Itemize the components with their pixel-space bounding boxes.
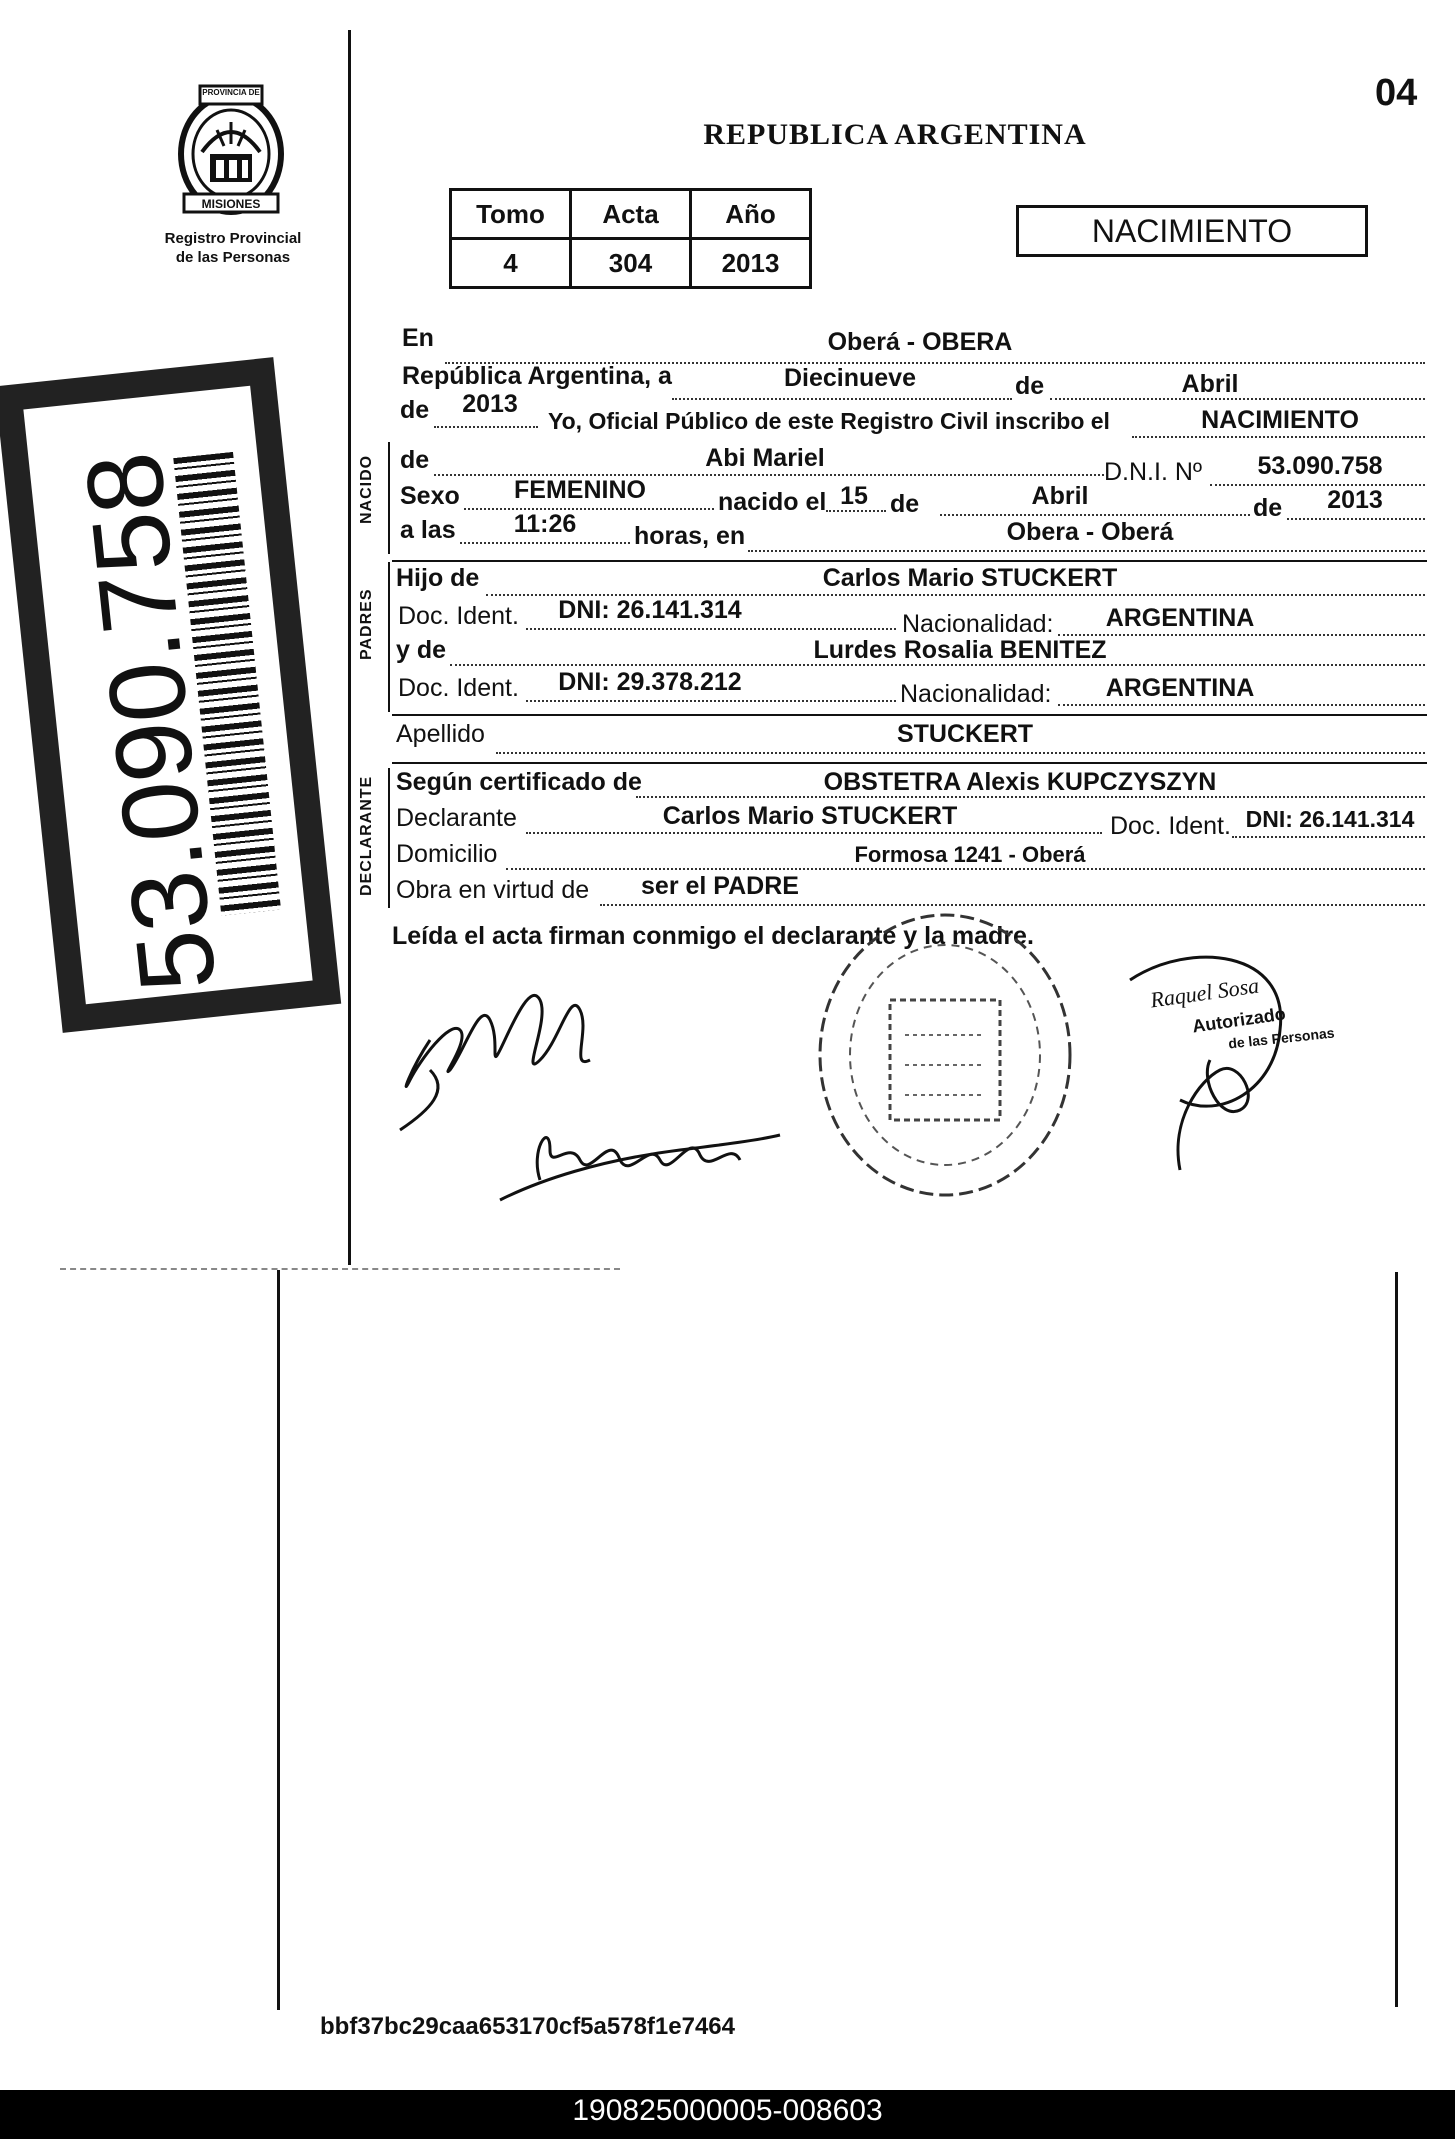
line-apellido xyxy=(496,752,1425,754)
separator-padres xyxy=(392,714,1427,716)
label-doc-ident-2: Doc. Ident. xyxy=(398,674,519,702)
label-de-year: de xyxy=(400,396,430,424)
value-dia-nacimiento: 15 xyxy=(840,482,868,510)
label-nacido-el: nacido el xyxy=(718,488,827,516)
line-padre-doc xyxy=(526,628,896,630)
record-type-box: NACIMIENTO xyxy=(1016,205,1368,257)
line-declarante-doc xyxy=(1232,836,1425,838)
official-stamp-line3: de las Personas xyxy=(1227,1024,1336,1052)
line-declarante xyxy=(526,832,1102,834)
line-anio-inscripcion xyxy=(434,426,538,428)
section-bar-padres xyxy=(388,562,390,712)
value-mes-inscripcion: Abril xyxy=(1181,370,1239,398)
label-segun: Según certificado de xyxy=(396,768,642,796)
value-tomo: 4 xyxy=(451,239,571,288)
separator-nacido xyxy=(392,560,1427,562)
value-madre-doc: DNI: 29.378.212 xyxy=(558,668,742,696)
label-domicilio: Domicilio xyxy=(396,840,498,868)
seal-text-bottom: MISIONES xyxy=(201,197,261,211)
line-hora xyxy=(460,542,630,544)
label-de-day: de xyxy=(890,490,920,518)
line-dia-inscripcion xyxy=(672,398,1012,400)
record-table xyxy=(449,188,812,289)
label-a-las: a las xyxy=(400,516,456,544)
separator-apellido xyxy=(392,762,1427,764)
value-hora: 11:26 xyxy=(513,510,577,538)
line-anio-nacimiento xyxy=(1287,518,1425,520)
registry-name-line2: de las Personas xyxy=(175,249,291,266)
value-sexo: FEMENINO xyxy=(514,476,646,504)
lower-right-border xyxy=(1395,1272,1398,2007)
label-de-name: de xyxy=(400,446,430,474)
value-padre-doc: DNI: 26.141.314 xyxy=(558,596,742,624)
label-doc-ident-3: Doc. Ident. xyxy=(1110,812,1231,840)
value-dia-inscripcion: Diecinueve xyxy=(783,364,916,392)
value-anio-inscripcion: 2013 xyxy=(462,390,518,418)
value-domicilio: Formosa 1241 - Oberá xyxy=(854,842,1086,867)
signature-official xyxy=(1090,940,1310,1180)
document-id: 190825000005-008603 xyxy=(572,2094,883,2127)
value-declarante: Carlos Mario STUCKERT xyxy=(662,802,958,830)
label-de: de xyxy=(1015,372,1045,400)
header-ano: Año xyxy=(691,190,811,239)
value-certificado: OBSTETRA Alexis KUPCZYSZYN xyxy=(823,768,1217,796)
line-acto xyxy=(1132,436,1425,438)
official-stamp-line2: Autorizado xyxy=(1190,1003,1287,1037)
header-acta: Acta xyxy=(571,190,691,239)
section-nacido: NACIDO xyxy=(358,454,375,524)
label-obra: Obra en virtud de xyxy=(396,876,590,904)
value-ano: 2013 xyxy=(691,239,811,288)
left-margin-line xyxy=(348,30,351,1265)
value-acta: 304 xyxy=(571,239,691,288)
label-nacionalidad-2: Nacionalidad: xyxy=(900,680,1052,708)
value-madre: Lurdes Rosalia BENITEZ xyxy=(813,636,1107,664)
section-bar-nacido xyxy=(388,442,390,554)
value-padre: Carlos Mario STUCKERT xyxy=(822,564,1118,592)
label-declarante: Declarante xyxy=(396,804,517,832)
document-hash: bbf37bc29caa653170cf5a578f1e7464 xyxy=(320,2013,735,2040)
closing-statement: Leída el acta firman conmigo el declarante y la madre. xyxy=(392,922,1034,950)
section-declarante: DECLARANTE xyxy=(358,775,375,896)
official-stamp-line1: Raquel Sosa xyxy=(1148,972,1261,1013)
line-madre-nac xyxy=(1058,704,1425,706)
page-number: 04 xyxy=(1375,72,1418,114)
header-tomo: Tomo xyxy=(451,190,571,239)
label-republica: República Argentina, a xyxy=(402,362,672,390)
label-horas-en: horas, en xyxy=(634,522,746,550)
value-madre-nac: ARGENTINA xyxy=(1105,674,1255,702)
section-padres: PADRES xyxy=(358,588,375,660)
country-title: REPUBLICA ARGENTINA xyxy=(703,118,1087,151)
value-lugar-nacimiento: Obera - Oberá xyxy=(1006,518,1174,546)
value-declarante-doc: DNI: 26.141.314 xyxy=(1245,806,1415,832)
lower-left-border xyxy=(277,1270,280,2010)
stamp-number: 53.090.758 xyxy=(61,446,239,998)
value-nombre: Abi Mariel xyxy=(705,444,825,472)
torn-edge-line xyxy=(60,1268,620,1270)
label-doc-ident-1: Doc. Ident. xyxy=(398,602,519,630)
label-apellido: Apellido xyxy=(396,720,485,748)
label-y-de: y de xyxy=(396,636,447,664)
section-bar-declarante xyxy=(388,768,390,908)
registry-seal xyxy=(172,82,290,222)
barcode-stamp xyxy=(0,357,341,1033)
value-anio-nacimiento: 2013 xyxy=(1327,486,1383,514)
value-mes-nacimiento: Abril xyxy=(1031,482,1089,510)
signature-madre xyxy=(480,1090,790,1220)
line-mes-nacimiento xyxy=(940,514,1250,516)
label-nacionalidad-1: Nacionalidad: xyxy=(902,610,1054,638)
line-domicilio xyxy=(506,868,1425,870)
official-seal xyxy=(805,905,1085,1205)
value-lugar: Oberá - OBERA xyxy=(827,328,1013,356)
registry-name-line1: Registro Provincial xyxy=(164,230,302,247)
seal-text-top: PROVINCIA DE xyxy=(202,88,260,97)
value-apellido: STUCKERT xyxy=(896,720,1034,748)
line-lugar-nacimiento xyxy=(748,550,1425,552)
value-padre-nac: ARGENTINA xyxy=(1105,604,1255,632)
value-dni: 53.090.758 xyxy=(1257,452,1383,480)
line-madre-doc xyxy=(526,700,896,702)
value-obra: ser el PADRE xyxy=(641,872,799,900)
label-en: En xyxy=(402,324,434,352)
label-sexo: Sexo xyxy=(400,482,460,510)
label-de-month: de xyxy=(1253,494,1283,522)
label-dni: D.N.I. Nº xyxy=(1104,458,1203,486)
value-acto: NACIMIENTO xyxy=(1201,406,1359,434)
label-yo: Yo, Oficial Público de este Registro Civil inscribo el xyxy=(548,408,1110,434)
label-hijo-de: Hijo de xyxy=(396,564,480,592)
